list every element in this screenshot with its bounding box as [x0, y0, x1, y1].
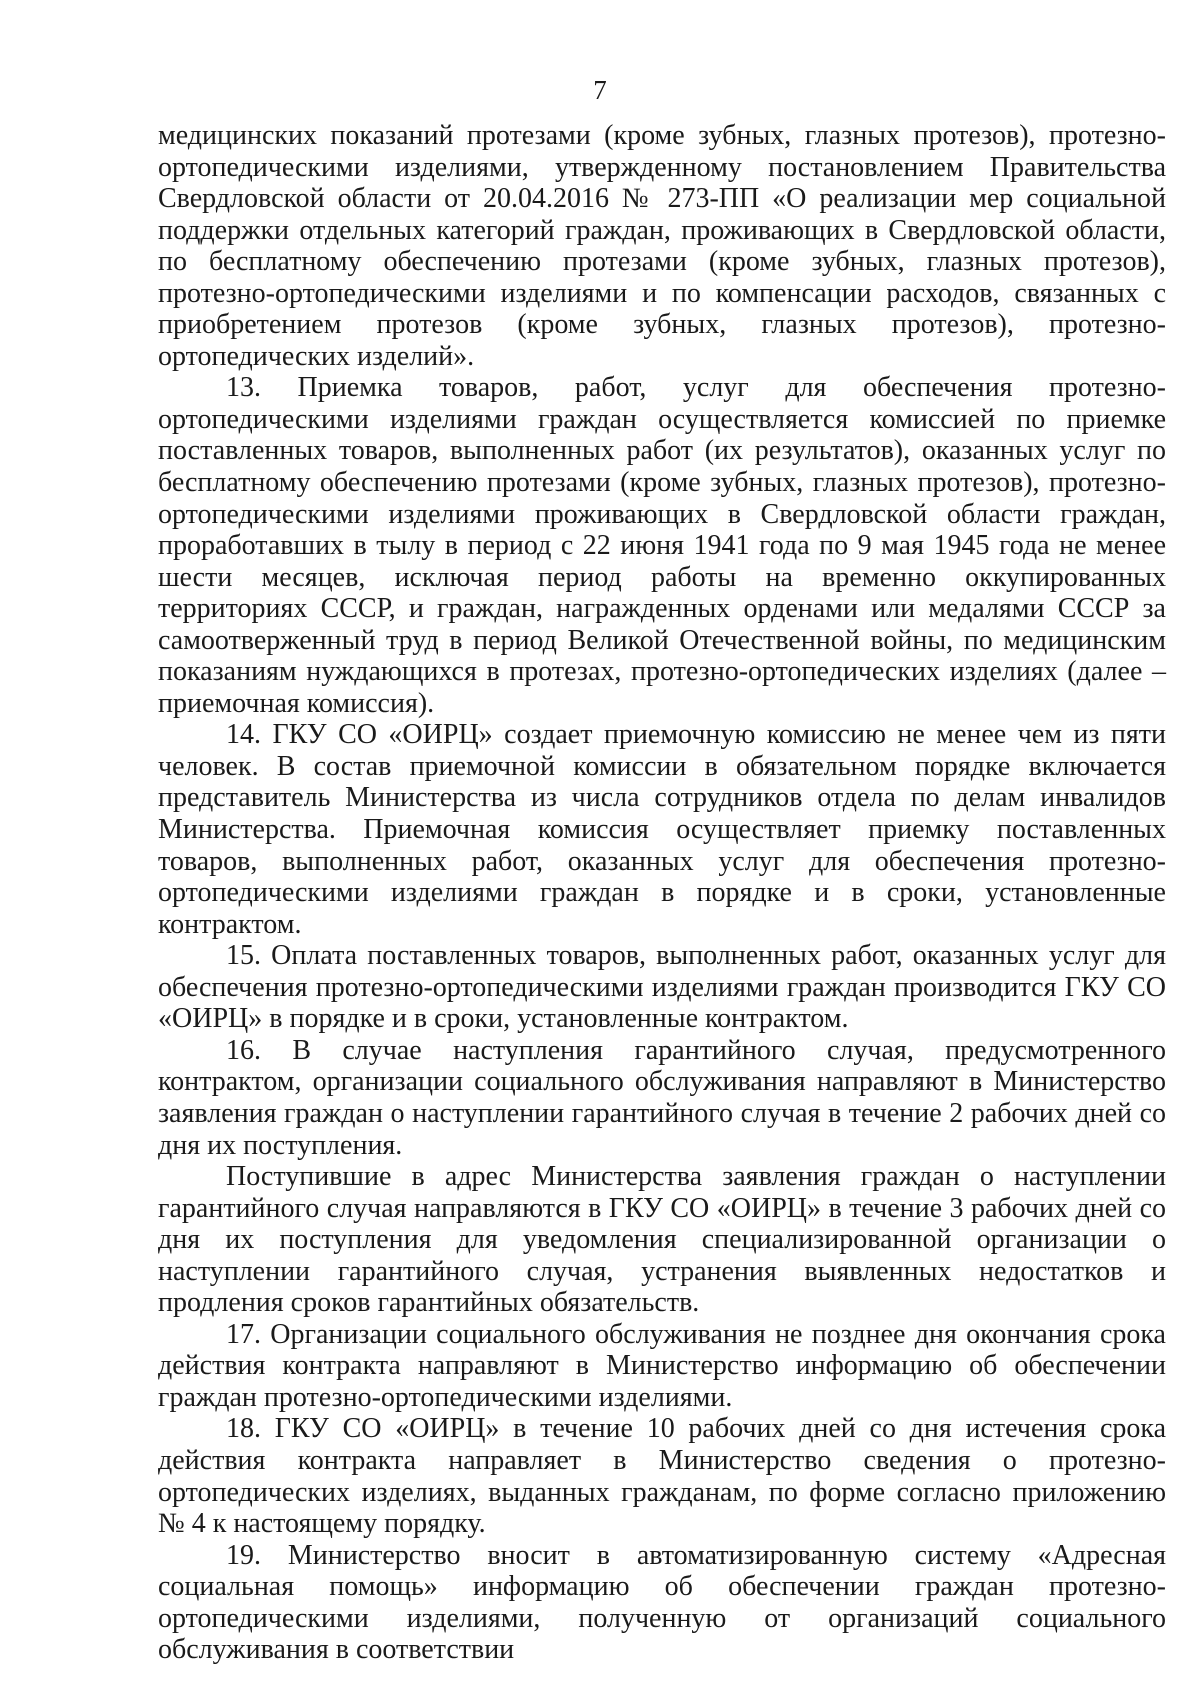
- paragraph-17: 17. Организации социального обслуживания не позднее дня окончания срока действия контракта направляют в Министерство информацию об обеспечении граждан протезно-ортопедическими изделиями.: [158, 1318, 1166, 1413]
- document-body: [158, 120, 1166, 1666]
- paragraph-15: 15. Оплата поставленных товаров, выполненных работ, оказанных услуг для обеспечения протезно-ортопедическими изделиями граждан производится ГКУ СО «ОИРЦ» в порядке и в сроки, установленные контрактом.: [158, 940, 1166, 1035]
- paragraph-12-continuation: медицинских показаний протезами (кроме зубных, глазных протезов), протезно-ортопедическими изделиями, утвержденному постановлением Правительства Свердловской области от 20.04.2016 № 273-ПП «О реализации мер социальной поддержки отдельных категорий граждан, проживающих в Свердловской области, по бесплатному обеспечению протезами (кроме зубных, глазных протезов), протезно-ортопедическими изделиями и по компенсации расходов, связанных с приобретением протезов (кроме зубных, глазных протезов), протезно-ортопедических изделий».: [158, 120, 1166, 372]
- page-number: 7: [593, 75, 607, 105]
- paragraph-13: 13. Приемка товаров, работ, услуг для обеспечения протезно-ортопедическими изделиями граждан осуществляется комиссией по приемке поставленных товаров, выполненных работ (их результатов), оказанных услуг по бесплатному обеспечению протезами (кроме зубных, глазных протезов), протезно-ортопедическими изделиями проживающих в Свердловской области граждан, проработавших в тылу в период с 22 июня 1941 года по 9 мая 1945 года не менее шести месяцев, исключая период работы на временно оккупированных территориях СССР, и граждан, награжденных орденами или медалями СССР за самоотверженный труд в период Великой Отечественной войны, по медицинским показаниям нуждающихся в протезах, протезно-ортопедических изделиях (далее – приемочная комиссия).: [158, 372, 1166, 719]
- paragraph-16: 16. В случае наступления гарантийного случая, предусмотренного контрактом, организации социального обслуживания направляют в Министерство заявления граждан о наступлении гарантийного случая в течение 2 рабочих дней со дня их поступления.: [158, 1034, 1166, 1161]
- paragraph-14: 14. ГКУ СО «ОИРЦ» создает приемочную комиссию не менее чем из пяти человек. В состав приемочной комиссии в обязательном порядке включается представитель Министерства из числа сотрудников отдела по делам инвалидов Министерства. Приемочная комиссия осуществляет приемку поставленных товаров, выполненных работ, оказанных услуг для обеспечения протезно-ортопедическими изделиями граждан в порядке и в сроки, установленные контрактом.: [158, 719, 1166, 940]
- paragraph-18: 18. ГКУ СО «ОИРЦ» в течение 10 рабочих дней со дня истечения срока действия контракта направляет в Министерство сведения о протезно-ортопедических изделиях, выданных гражданам, по форме согласно приложению № 4 к настоящему порядку.: [158, 1413, 1166, 1540]
- paragraph-16-second: Поступившие в адрес Министерства заявления граждан о наступлении гарантийного случая направляются в ГКУ СО «ОИРЦ» в течение 3 рабочих дней со дня их поступления для уведомления специализированной организации о наступлении гарантийного случая, устранения выявленных недостатков и продления сроков гарантийных обязательств.: [158, 1161, 1166, 1319]
- paragraph-19: 19. Министерство вносит в автоматизированную систему «Адресная социальная помощь» информацию об обеспечении граждан протезно-ортопедическими изделиями, полученную от организаций социального обслуживания в соответствии: [158, 1539, 1166, 1666]
